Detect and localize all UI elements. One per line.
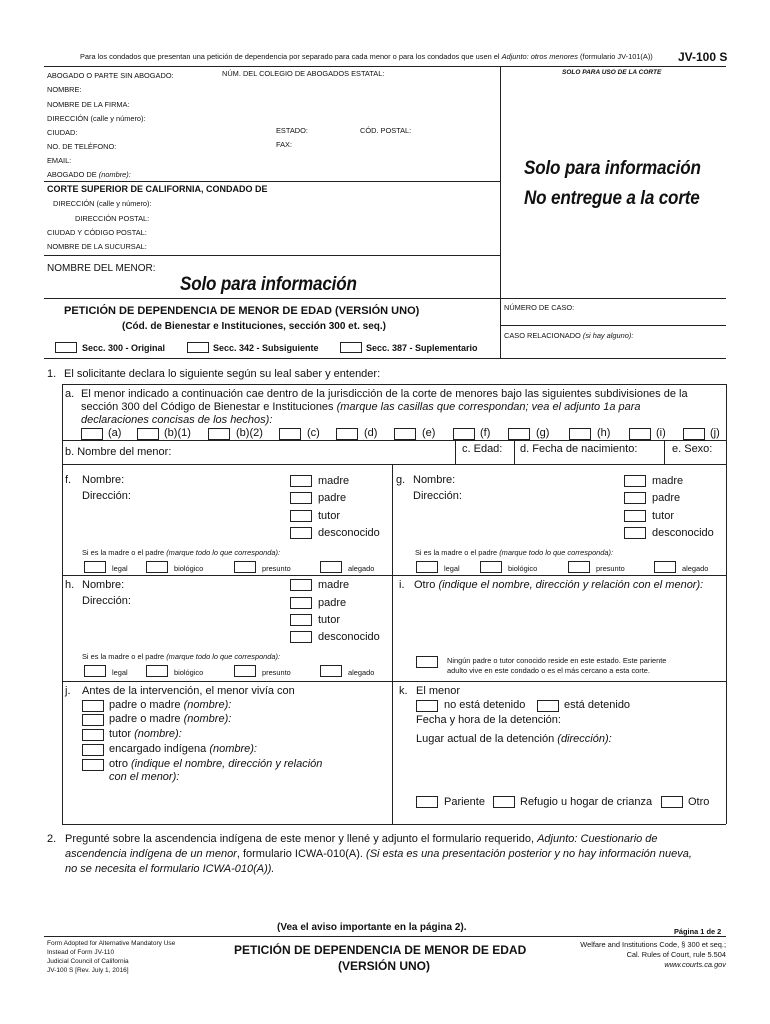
subdiv-b2-checkbox[interactable]: [208, 428, 230, 440]
child-name-field[interactable]: b. Nombre del menor:: [65, 446, 172, 458]
adopted-line2: Instead of Form JV-110: [47, 949, 115, 956]
law-line1: Welfare and Institutions Code, § 300 et seq.;: [580, 940, 726, 949]
court-use-label: SOLO PARA USO DE LA CORTE: [562, 69, 662, 76]
item2-line2: ascendencia indígena de un menor, formulario ICWA-010(A). (Si esta es una presentación posterior y no hay información nueva,: [65, 848, 692, 860]
g-padre-checkbox[interactable]: [624, 492, 646, 504]
divider: [500, 325, 726, 326]
j-parent2-checkbox[interactable]: [82, 714, 104, 726]
item-g-letter: g.: [396, 474, 406, 486]
court-city-label[interactable]: CIUDAD Y CÓDIGO POSTAL:: [47, 228, 147, 237]
subdiv-i-checkbox[interactable]: [629, 428, 651, 440]
g-presunto-checkbox[interactable]: [568, 561, 590, 573]
subdiv-h-label: (h): [597, 427, 611, 439]
courts-website-link[interactable]: www.courts.ca.gov: [664, 960, 726, 969]
other-placement-checkbox[interactable]: [661, 796, 683, 808]
item-j-title: Antes de la intervención, el menor vivía con: [82, 685, 295, 697]
item1a-line3: declaraciones concisas de los hechos):: [81, 414, 273, 426]
divider: [62, 464, 726, 465]
divider: [62, 824, 726, 825]
g-legal-label: legal: [444, 564, 460, 573]
divider: [62, 575, 726, 576]
divider: [514, 440, 515, 464]
h-tutor-checkbox[interactable]: [290, 614, 312, 626]
item-j-letter: j.: [65, 685, 71, 697]
divider: [44, 66, 726, 67]
dob-field[interactable]: d. Fecha de nacimiento:: [520, 443, 638, 455]
attorney-for-label[interactable]: ABOGADO DE (nombre):: [47, 170, 131, 179]
email-label[interactable]: EMAIL:: [47, 156, 72, 165]
item1-text: El solicitante declara lo siguiente según su leal saber y entender:: [64, 368, 381, 380]
h-desconocido-checkbox[interactable]: [290, 631, 312, 643]
item-g-name[interactable]: Nombre:: [413, 474, 456, 486]
divider: [44, 298, 726, 299]
case-number-label[interactable]: NÚMERO DE CASO:: [504, 303, 575, 312]
city-label[interactable]: CIUDAD:: [47, 128, 78, 137]
court-title: CORTE SUPERIOR DE CALIFORNIA, CONDADO DE: [47, 184, 268, 194]
subdiv-c-label: (c): [307, 427, 320, 439]
item1a-letter: a.: [65, 388, 75, 400]
divider: [44, 181, 500, 182]
subdiv-e-checkbox[interactable]: [394, 428, 416, 440]
h-legal-checkbox[interactable]: [84, 665, 106, 677]
item-h-letter: h.: [65, 579, 75, 591]
no-parent-line1: Ningún padre o tutor conocido reside en este estado. Este pariente: [447, 656, 667, 665]
divider: [455, 440, 456, 464]
h-padre-checkbox[interactable]: [290, 597, 312, 609]
divider: [500, 66, 501, 358]
divider: [44, 255, 500, 256]
f-presunto-checkbox[interactable]: [234, 561, 256, 573]
j-indian-custodian-checkbox[interactable]: [82, 744, 104, 756]
zip-label[interactable]: CÓD. POSTAL:: [360, 126, 412, 135]
child-name-label[interactable]: NOMBRE DEL MENOR:: [47, 263, 156, 274]
detention-datetime-field[interactable]: Fecha y hora de la detención:: [416, 714, 561, 726]
h-biologico-label: biológico: [174, 668, 204, 677]
fax-label[interactable]: FAX:: [276, 140, 293, 149]
h-desconocido-label: desconocido: [318, 631, 380, 643]
divider: [62, 681, 726, 682]
f-tutor-checkbox[interactable]: [290, 510, 312, 522]
court-address-label[interactable]: DIRECCIÓN (calle y número):: [53, 199, 152, 208]
f-alegado-label: alegado: [348, 564, 375, 573]
not-detained-checkbox[interactable]: [416, 700, 438, 712]
sec342-label: Secc. 342 - Subsiguiente: [213, 343, 319, 353]
subdiv-e-label: (e): [422, 427, 436, 439]
h-tutor-label: tutor: [318, 614, 341, 626]
subdiv-h-checkbox[interactable]: [569, 428, 591, 440]
h-presunto-checkbox[interactable]: [234, 665, 256, 677]
subdiv-b1-checkbox[interactable]: [137, 428, 159, 440]
j-parent1-checkbox[interactable]: [82, 700, 104, 712]
shelter-checkbox[interactable]: [493, 796, 515, 808]
f-legal-checkbox[interactable]: [84, 561, 106, 573]
footer-title-1: PETICIÓN DE DEPENDENCIA DE MENOR DE EDAD: [234, 943, 527, 957]
bar-number-label: NÚM. DEL COLEGIO DE ABOGADOS ESTATAL:: [222, 69, 385, 78]
relative-checkbox[interactable]: [416, 796, 438, 808]
subdiv-j-label: (j): [710, 427, 720, 439]
f-legal-label: legal: [112, 564, 128, 573]
g-alegado-label: alegado: [682, 564, 709, 573]
item2-line3: no se necesita el formulario ICWA-010(A)).: [65, 863, 275, 875]
law-line2: Cal. Rules of Court, rule 5.504: [626, 950, 726, 959]
f-padre-label: padre: [318, 492, 347, 504]
subdiv-j-checkbox[interactable]: [683, 428, 705, 440]
item-f-letter: f.: [65, 474, 72, 486]
f-biologico-checkbox[interactable]: [146, 561, 168, 573]
detained-checkbox[interactable]: [537, 700, 559, 712]
shelter-label: Refugio u hogar de crianza: [520, 796, 653, 808]
g-tutor-label: tutor: [652, 510, 675, 522]
petition-subtitle: (Cód. de Bienestar e Instituciones, sección 300 et. seq.): [122, 321, 386, 332]
subdiv-d-label: (d): [364, 427, 378, 439]
g-parent-note: Si es la madre o el padre (marque todo lo que corresponda):: [415, 548, 614, 557]
subdiv-b2-label: (b)(2): [236, 427, 263, 439]
detention-location-field[interactable]: Lugar actual de la detención (dirección):: [416, 733, 612, 745]
j-indian-custodian-label: encargado indígena (nombre):: [109, 743, 257, 755]
divider: [44, 936, 726, 937]
state-label[interactable]: ESTADO:: [276, 126, 308, 135]
phone-label[interactable]: NO. DE TELÉFONO:: [47, 142, 117, 151]
item1a-line2: sección 300 del Código de Bienestar e Instituciones (marque las casillas que correspondan; vea el adjunto 1a para: [81, 401, 641, 413]
no-parent-checkbox[interactable]: [416, 656, 438, 668]
j-other-label-cont: con el menor):: [109, 771, 180, 783]
watermark-child: Solo para información: [180, 274, 357, 295]
sec387-checkbox[interactable]: [340, 342, 362, 353]
f-tutor-label: tutor: [318, 510, 341, 522]
sec342-checkbox[interactable]: [187, 342, 209, 353]
sec387-label: Secc. 387 - Suplementario: [366, 343, 478, 353]
j-guardian-label: tutor (nombre):: [109, 728, 182, 740]
g-desconocido-label: desconocido: [652, 527, 714, 539]
g-alegado-checkbox[interactable]: [654, 561, 676, 573]
j-guardian-checkbox[interactable]: [82, 729, 104, 741]
other-placement-label: Otro: [688, 796, 710, 808]
adopted-line3: Judicial Council of California: [47, 958, 129, 965]
divider: [664, 440, 665, 464]
j-parent1-label: padre o madre (nombre):: [109, 699, 232, 711]
divider: [62, 440, 726, 441]
sec300-checkbox[interactable]: [55, 342, 77, 353]
divider: [62, 384, 63, 824]
item-k-letter: k.: [399, 685, 408, 697]
adopted-line4: JV-100 S [Rev. July 1, 2016]: [47, 967, 129, 974]
item-f-name[interactable]: Nombre:: [82, 474, 125, 486]
subdiv-d-checkbox[interactable]: [336, 428, 358, 440]
subdiv-i-label: (i): [656, 427, 666, 439]
page-number: Página 1 de 2: [674, 927, 722, 936]
top-note: Para los condados que presentan una petición de dependencia por separado para cada menor o para los condados que usen el Adjunto: otros menores (formulario JV-101(A)): [80, 52, 653, 61]
item-i-other[interactable]: Otro (indique el nombre, dirección y relación con el menor):: [414, 579, 704, 591]
subdiv-b1-label: (b)(1): [164, 427, 191, 439]
f-desconocido-label: desconocido: [318, 527, 380, 539]
h-alegado-label: alegado: [348, 668, 375, 677]
subdiv-g-label: (g): [536, 427, 550, 439]
address-label[interactable]: DIRECCIÓN (calle y número):: [47, 114, 146, 123]
item-k-title: El menor: [416, 685, 461, 697]
related-case-label[interactable]: CASO RELACIONADO (si hay alguno):: [504, 331, 634, 340]
petition-title: PETICIÓN DE DEPENDENCIA DE MENOR DE EDAD (VERSIÓN UNO): [64, 305, 420, 317]
subdiv-a-label: (a): [108, 427, 122, 439]
f-padre-checkbox[interactable]: [290, 492, 312, 504]
name-label[interactable]: NOMBRE:: [47, 85, 82, 94]
footer-title-2: (VERSIÓN UNO): [338, 959, 431, 973]
age-field[interactable]: c. Edad:: [462, 443, 503, 455]
divider: [726, 384, 727, 824]
item-g-address[interactable]: Dirección:: [413, 490, 462, 502]
h-parent-note: Si es la madre o el padre (marque todo lo que corresponda):: [82, 652, 281, 661]
important-notice: (Vea el aviso importante en la página 2).: [277, 922, 467, 933]
g-tutor-checkbox[interactable]: [624, 510, 646, 522]
subdiv-f-checkbox[interactable]: [453, 428, 475, 440]
j-other-label: otro (indique el nombre, dirección y relación: [109, 758, 323, 770]
item2-num: 2.: [47, 833, 57, 845]
subdiv-f-label: (f): [480, 427, 491, 439]
sec300-label: Secc. 300 - Original: [82, 343, 166, 353]
item-f-address[interactable]: Dirección:: [82, 490, 131, 502]
divider: [62, 384, 726, 385]
h-padre-label: padre: [318, 597, 347, 609]
adopted-line1: Form Adopted for Alternative Mandatory Use: [47, 940, 176, 947]
h-alegado-checkbox[interactable]: [320, 665, 342, 677]
relative-label: Pariente: [444, 796, 485, 808]
h-presunto-label: presunto: [262, 668, 291, 677]
item1-num: 1.: [47, 368, 57, 380]
g-madre-checkbox[interactable]: [624, 475, 646, 487]
g-legal-checkbox[interactable]: [416, 561, 438, 573]
sex-field[interactable]: e. Sexo:: [672, 443, 713, 455]
f-biologico-label: biológico: [174, 564, 204, 573]
divider: [392, 464, 393, 824]
item-h-name[interactable]: Nombre:: [82, 579, 125, 591]
divider: [44, 358, 726, 359]
not-detained-label: no está detenido: [444, 699, 526, 711]
h-legal-label: legal: [112, 668, 128, 677]
detained-label: está detenido: [564, 699, 631, 711]
j-other-checkbox[interactable]: [82, 759, 104, 771]
g-biologico-checkbox[interactable]: [480, 561, 502, 573]
subdiv-g-checkbox[interactable]: [508, 428, 530, 440]
item-i-letter: i.: [399, 579, 405, 591]
watermark-info: Solo para información: [524, 158, 701, 179]
item1a-line1: El menor indicado a continuación cae dentro de la jurisdicción de la corte de menores bajo las siguientes subdivisiones de la: [81, 388, 688, 400]
no-parent-line2: adulto vive en este condado o es el más cercano a esta corte.: [447, 666, 650, 675]
f-alegado-checkbox[interactable]: [320, 561, 342, 573]
g-madre-label: madre: [652, 475, 684, 487]
firm-name-label[interactable]: NOMBRE DE LA FIRMA:: [47, 100, 130, 109]
watermark-no-file: No entregue a la corte: [524, 188, 700, 209]
j-parent2-label: padre o madre (nombre):: [109, 713, 232, 725]
g-desconocido-checkbox[interactable]: [624, 527, 646, 539]
g-biologico-label: biológico: [508, 564, 538, 573]
f-madre-label: madre: [318, 475, 350, 487]
attorney-label: ABOGADO O PARTE SIN ABOGADO:: [47, 71, 174, 80]
subdiv-c-checkbox[interactable]: [279, 428, 301, 440]
h-madre-checkbox[interactable]: [290, 579, 312, 591]
item-h-address[interactable]: Dirección:: [82, 595, 131, 607]
court-branch-label[interactable]: NOMBRE DE LA SUCURSAL:: [47, 242, 147, 251]
form-id: JV-100 S: [678, 50, 728, 64]
h-madre-label: madre: [318, 579, 350, 591]
f-presunto-label: presunto: [262, 564, 291, 573]
g-presunto-label: presunto: [596, 564, 625, 573]
f-parent-note: Si es la madre o el padre (marque todo lo que corresponda):: [82, 548, 281, 557]
item2-line1: Pregunté sobre la ascendencia indígena de este menor y llené y adjunto el formulario requerido, Adjunto: Cuestionario de: [65, 833, 658, 845]
h-biologico-checkbox[interactable]: [146, 665, 168, 677]
f-madre-checkbox[interactable]: [290, 475, 312, 487]
f-desconocido-checkbox[interactable]: [290, 527, 312, 539]
subdiv-a-checkbox[interactable]: [81, 428, 103, 440]
court-mailing-label[interactable]: DIRECCIÓN POSTAL:: [75, 214, 150, 223]
g-padre-label: padre: [652, 492, 681, 504]
